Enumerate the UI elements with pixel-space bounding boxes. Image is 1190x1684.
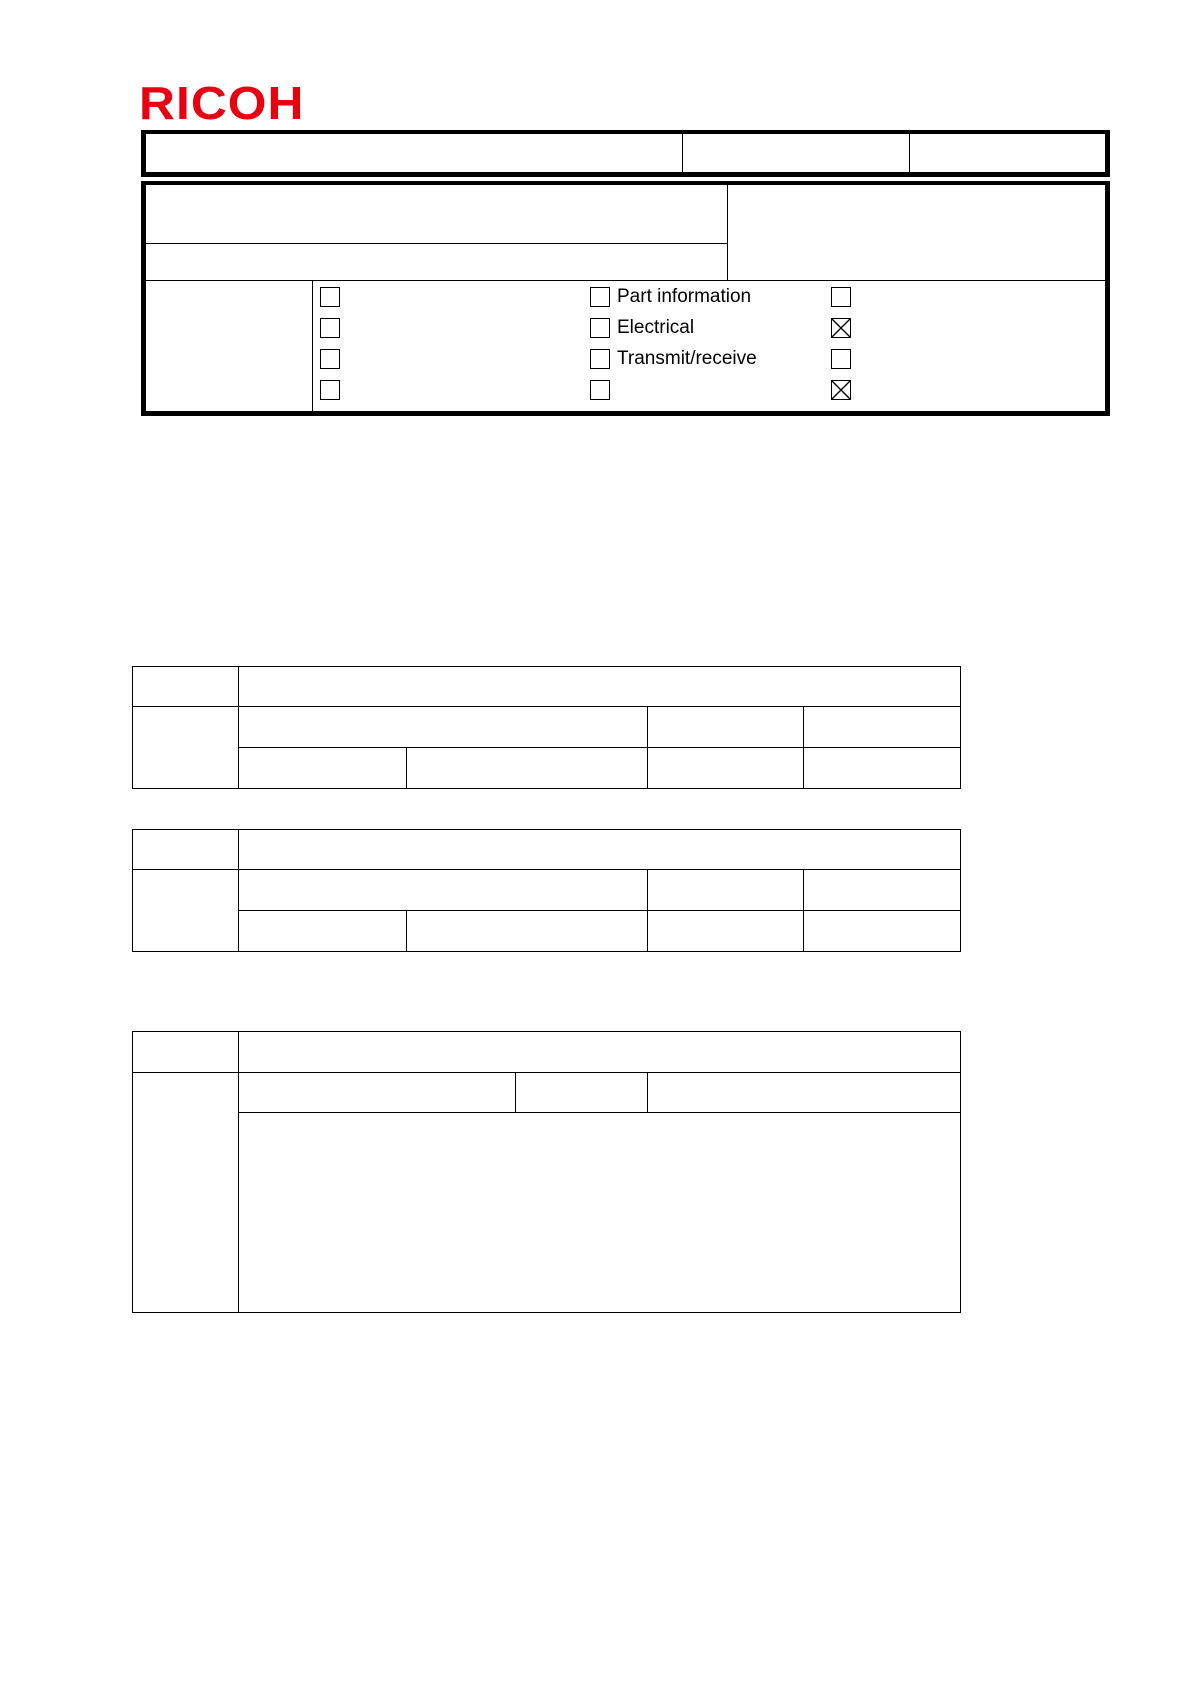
table1-inner-divider-a [647, 706, 648, 789]
from-row-line [145, 280, 1105, 281]
label-electrical: Electrical [617, 317, 695, 338]
checkbox-right-2-checked[interactable] [831, 318, 851, 338]
table2-row-line-1 [132, 869, 961, 870]
checkbox-left-4[interactable] [320, 380, 340, 400]
table3-row-line-1 [132, 1072, 961, 1073]
table3-outer [132, 1031, 961, 1313]
checkbox-transmit-receive[interactable] [590, 349, 610, 369]
checked-cross-icon [832, 319, 850, 337]
table2-outer [132, 829, 961, 952]
subject-row-line [145, 243, 728, 244]
label-part-information: Part information [617, 286, 752, 307]
checkbox-left-2[interactable] [320, 318, 340, 338]
table3-inner-divider-b [647, 1072, 648, 1113]
table1-outer [132, 666, 961, 789]
subject-date-divider [727, 185, 728, 281]
table1-inner-divider-b [803, 706, 804, 789]
checkbox-right-3[interactable] [831, 349, 851, 369]
checkbox-part-information[interactable] [590, 287, 610, 307]
classification-label-divider [312, 281, 313, 411]
table1-row-line-1 [132, 706, 961, 707]
title-bar-divider-1 [682, 133, 683, 173]
checkbox-left-1[interactable] [320, 287, 340, 307]
title-bar [141, 130, 1110, 177]
table1-col-divider [238, 666, 239, 789]
checkbox-right-4-checked[interactable] [831, 380, 851, 400]
table3-col-divider [238, 1031, 239, 1313]
ricoh-logo: RICOH [139, 77, 305, 129]
table3-row-line-2 [238, 1112, 961, 1113]
checkbox-electrical[interactable] [590, 318, 610, 338]
checkbox-right-1[interactable] [831, 287, 851, 307]
label-transmit-receive: Transmit/receive [617, 348, 757, 369]
checked-cross-icon [832, 381, 850, 399]
table1-row-line-2 [238, 747, 961, 748]
table1-inner-divider-c [406, 747, 407, 789]
table2-inner-divider-a [647, 869, 648, 952]
table2-col-divider [238, 829, 239, 952]
table2-row-line-2 [238, 910, 961, 911]
title-bar-divider-2 [909, 133, 910, 173]
table3-inner-divider-a [515, 1072, 516, 1113]
table2-inner-divider-c [406, 910, 407, 952]
checkbox-middle-4[interactable] [590, 380, 610, 400]
table2-inner-divider-b [803, 869, 804, 952]
checkbox-left-3[interactable] [320, 349, 340, 369]
